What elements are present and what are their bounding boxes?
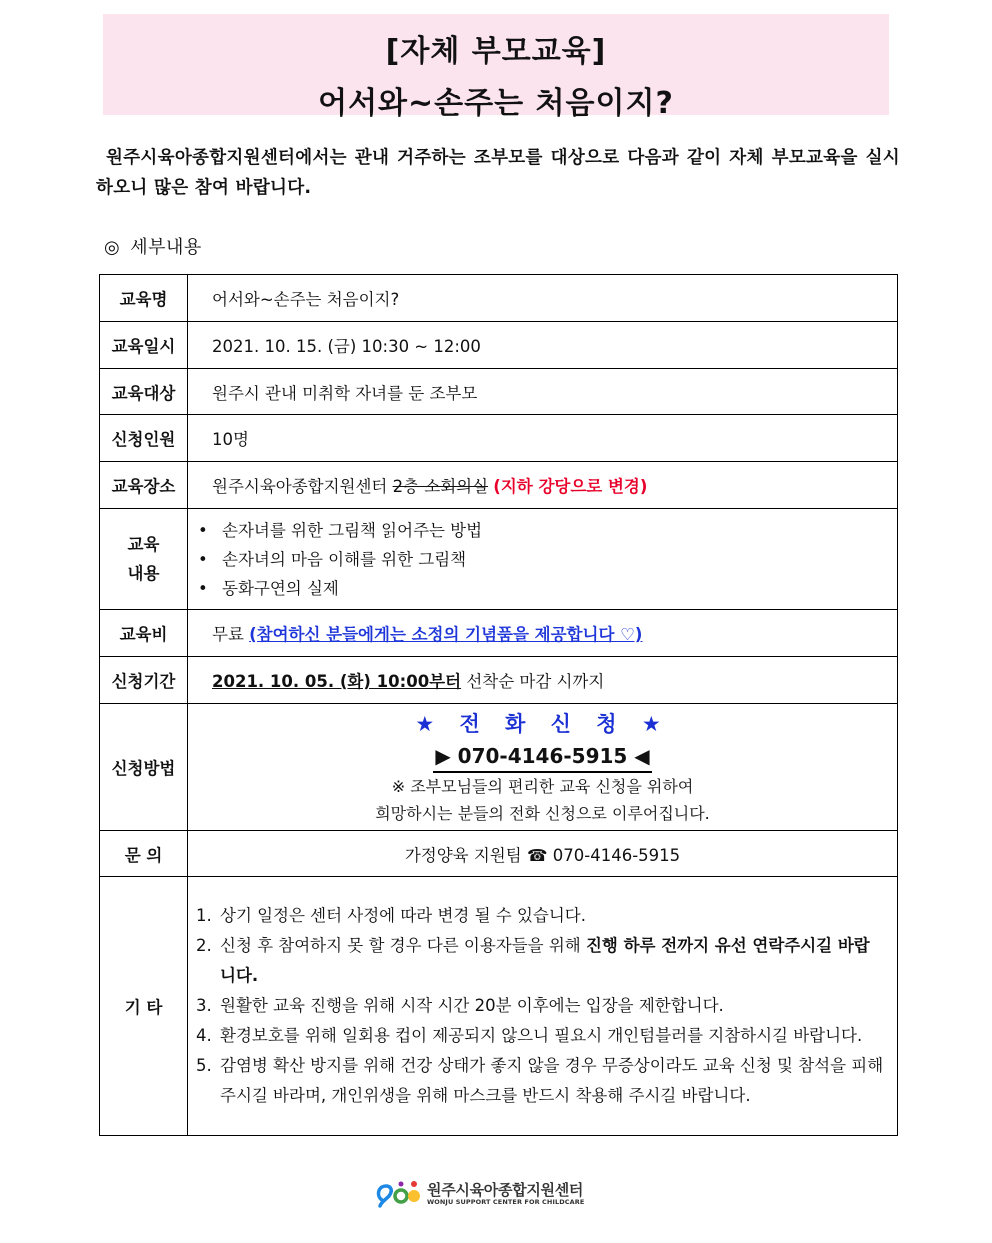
label-method: 신청방법 <box>100 704 188 831</box>
row-content <box>100 509 898 610</box>
item-text: 환경보호를 위해 일회용 컵이 제공되지 않으니 필요시 개인텀블러를 지참하시길 바랍니다. <box>220 1026 863 1045</box>
value-datetime: 2021. 10. 15. (금) 10:30 ~ 12:00 <box>188 322 898 369</box>
list-item: • 손자녀를 위한 그림책 읽어주는 방법 <box>198 516 897 545</box>
item-text: 신청 후 참여하지 못 할 경우 다른 이용자들을 위해 <box>220 936 586 955</box>
footer-logo <box>374 1176 614 1212</box>
value-target: 원주시 관내 미취학 자녀를 둔 조부모 <box>188 369 898 415</box>
label-name: 교육명 <box>100 275 188 322</box>
details-table <box>99 274 898 1136</box>
double-circle-icon: ◎ <box>104 237 121 258</box>
row-place <box>100 462 898 509</box>
row-datetime <box>100 322 898 369</box>
item-text: 감염병 확산 방지를 위해 건강 상태가 좋지 않을 경우 무증상이라도 교육 신청 및 참석을 피해주시길 바라며, 개인위생을 위해 마스크를 반드시 착용해 주시길 바랍니다. <box>220 1056 884 1105</box>
title-line-2: 어서와~손주는 처음이지? <box>318 86 674 121</box>
label-place: 교육장소 <box>100 462 188 509</box>
item-number: 1. <box>196 906 212 925</box>
list-item <box>188 931 885 991</box>
label-content-line2: 내용 <box>127 564 160 583</box>
footer-english-name: WONJU SUPPORT CENTER FOR CHILDCARE <box>427 1198 585 1206</box>
value-capacity: 10명 <box>188 415 898 462</box>
section-heading <box>104 233 202 259</box>
title-banner <box>103 14 889 121</box>
list-item <box>188 991 885 1021</box>
value-etc <box>188 877 898 1136</box>
row-name <box>100 275 898 322</box>
label-fee: 교육비 <box>100 610 188 657</box>
value-method <box>188 704 898 831</box>
list-item <box>188 1051 885 1111</box>
list-item: • 손자녀의 마음 이해를 위한 그림책 <box>198 545 897 574</box>
place-old-strikethrough: 2층 소회의실 <box>392 477 489 496</box>
period-start: 2021. 10. 05. (화) 10:00부터 <box>212 672 462 691</box>
center-logo-icon <box>374 1176 422 1210</box>
method-note-1: ※ 조부모님들의 편리한 교육 신청을 위하여 <box>391 776 694 796</box>
label-target: 교육대상 <box>100 369 188 415</box>
content-list <box>188 512 897 607</box>
item-number: 5. <box>196 1056 212 1075</box>
place-changed-notice: (지하 강당으로 변경) <box>493 477 648 496</box>
place-name: 원주시육아종합지원센터 <box>212 477 388 496</box>
fee-gift-note: (참여하신 분들에게는 소정의 기념품을 제공합니다 ♡) <box>249 625 643 644</box>
row-method <box>100 704 898 831</box>
telephone-icon: ☎ <box>526 845 548 865</box>
inquiry-phone: 070-4146-5915 <box>552 845 681 865</box>
value-content <box>188 509 898 610</box>
notice-list <box>188 897 897 1115</box>
item-text: 상기 일정은 센터 사정에 따라 변경 될 수 있습니다. <box>220 906 586 925</box>
value-period <box>188 657 898 704</box>
list-item <box>188 901 885 931</box>
label-inquiry: 문 의 <box>100 831 188 877</box>
phone-apply-heading: ★ 전 화 신 청 ★ <box>415 711 670 736</box>
label-content-line1: 교육 <box>127 535 160 554</box>
row-fee <box>100 610 898 657</box>
row-period <box>100 657 898 704</box>
row-target <box>100 369 898 415</box>
period-end: 선착순 마감 시까지 <box>466 672 605 691</box>
item-text: 원활한 교육 진행을 위해 시작 시간 20분 이후에는 입장을 제한합니다. <box>220 996 724 1015</box>
item-number: 4. <box>196 1026 212 1045</box>
row-capacity <box>100 415 898 462</box>
item-text-bold: 진행 하루 전까지 유선 연락주시길 바랍니다. <box>220 936 870 985</box>
label-capacity: 신청인원 <box>100 415 188 462</box>
item-number: 3. <box>196 996 212 1015</box>
footer-korean-name: 원주시육아종합지원센터 <box>427 1181 584 1199</box>
value-name: 어서와~손주는 처음이지? <box>188 275 898 322</box>
item-number: 2. <box>196 936 212 955</box>
inquiry-team: 가정양육 지원팀 <box>404 845 522 865</box>
intro-paragraph: 원주시육아종합지원센터에서는 관내 거주하는 조부모를 대상으로 다음과 같이 자체 부모교육을 실시하오니 많은 참여 바랍니다. <box>96 148 900 198</box>
value-inquiry <box>188 831 898 877</box>
phone-apply-number: ▶ 070-4146-5915 ◀ <box>433 741 651 773</box>
label-etc: 기 타 <box>100 877 188 1136</box>
value-fee <box>188 610 898 657</box>
method-note-2: 희망하시는 분들의 전화 신청으로 이루어집니다. <box>375 803 710 823</box>
row-inquiry <box>100 831 898 877</box>
list-item: • 동화구연의 실제 <box>198 574 897 603</box>
section-title: 세부내용 <box>130 237 202 258</box>
label-content <box>100 509 188 610</box>
list-item <box>188 1021 885 1051</box>
row-etc <box>100 877 898 1136</box>
fee-amount: 무료 <box>212 625 244 644</box>
value-place <box>188 462 898 509</box>
title-line-1: [자체 부모교육] <box>385 34 607 69</box>
label-period: 신청기간 <box>100 657 188 704</box>
label-datetime: 교육일시 <box>100 322 188 369</box>
